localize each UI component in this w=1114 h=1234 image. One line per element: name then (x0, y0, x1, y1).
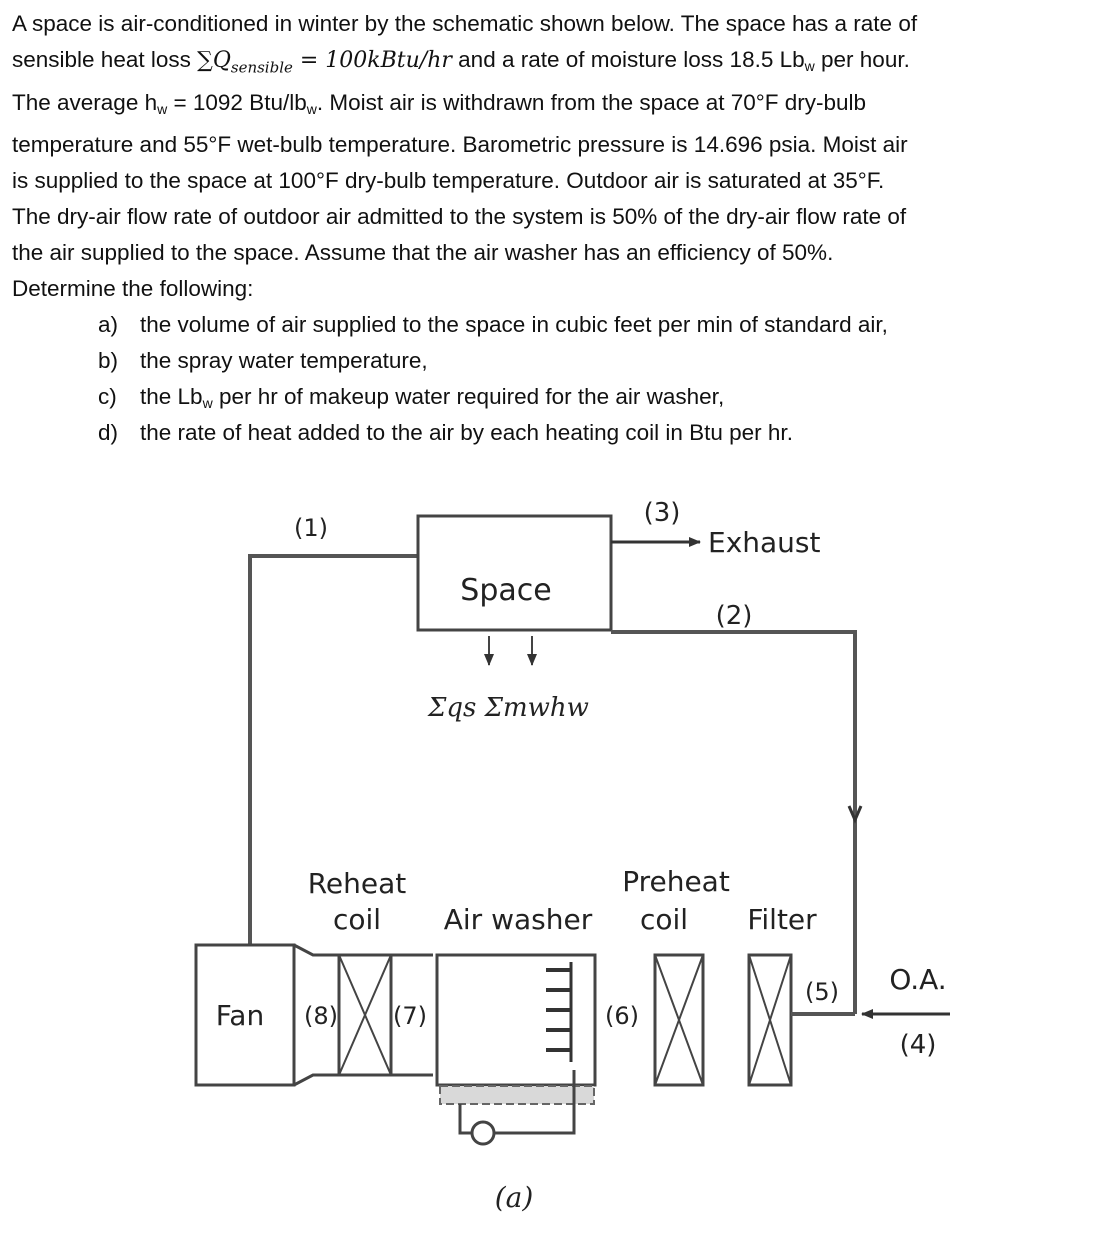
problem-line: A space is air-conditioned in winter by the schematic shown below. The space has a rate of (12, 11, 918, 36)
text-run: . Moist air is withdrawn from the space at 70°F dry-bulb (316, 90, 867, 116)
preheat-coil-cross (655, 955, 703, 1085)
question-item (98, 307, 1102, 343)
question-list (12, 307, 1102, 451)
state-5-label: (5) (805, 978, 839, 1006)
question-text: the rate of heat added to the air by each heating coil in Btu per hr. (140, 420, 793, 446)
problem-line: is supplied to the space at 100°F dry-bulb temperature. Outdoor air is saturated at 35°F. (12, 168, 885, 194)
problem-line: temperature and 55°F wet-bulb temperature. Barometric pressure is 14.696 psia. Moist air (12, 132, 908, 158)
problem-line: The dry-air flow rate of outdoor air admitted to the system is 50% of the dry-air flow rate of (12, 204, 907, 230)
subscript-w: w (306, 101, 317, 118)
problem-line: the air supplied to the space. Assume that the air washer has an efficiency of 50%. (12, 240, 834, 266)
state-4-label: (4) (899, 1030, 937, 1060)
air-washer-label: Air washer (443, 903, 593, 936)
subscript-w: w (804, 58, 815, 74)
state-7-label: (7) (393, 1002, 427, 1030)
state-6-label: (6) (605, 1002, 639, 1030)
text-run: per hour. (814, 47, 910, 72)
question-item (98, 379, 1102, 415)
question-text: the $Lb_w$ per hr of makeup water required for the air washer, (140, 384, 725, 412)
space-losses-label: Σqs Σmwhw (428, 693, 589, 723)
q-symbol: Q (212, 48, 231, 73)
text-run: and a rate of moisture loss 18.5 Lb (451, 47, 805, 72)
question-letter: d) (98, 420, 119, 446)
figure-caption: (a) (494, 1181, 534, 1214)
question-item (98, 415, 1102, 451)
state-1-label: (1) (294, 514, 328, 542)
reheat-coil-cross (339, 955, 391, 1075)
reheat-coil-label: Reheat (307, 867, 407, 900)
text-run: The average h (12, 90, 158, 116)
preheat-coil-label: Preheat (622, 865, 730, 898)
text-run: = 1092 Btu/lb (167, 90, 307, 116)
question-text: the volume of air supplied to the space in cubic feet per min of standard air, (140, 312, 888, 338)
question-item (98, 343, 1102, 379)
problem-line (12, 85, 1102, 127)
hvac-schematic (0, 470, 1114, 1230)
outdoor-air-label: O.A. (889, 963, 947, 996)
question-text: the spray water temperature, (140, 348, 428, 374)
text-run: sensible heat loss (12, 47, 198, 72)
exhaust-label: Exhaust (708, 526, 821, 559)
water-sump (440, 1086, 594, 1104)
state-3-label: (3) (643, 498, 681, 528)
formula-value: = 100kBtu/hr (292, 48, 452, 73)
problem-line: Determine the following: (12, 276, 254, 302)
pump-icon (472, 1122, 494, 1144)
preheat-coil-label: coil (639, 903, 689, 936)
subscript-w: w (157, 101, 168, 118)
state-2-label: (2) (715, 601, 753, 631)
fan-label: Fan (215, 999, 265, 1032)
question-letter: a) (98, 312, 119, 338)
state-8-label: (8) (304, 1002, 338, 1030)
subscript-w: w (202, 395, 213, 412)
question-letter: c) (98, 384, 117, 410)
space-label: Space (460, 573, 552, 608)
sensible-subscript: sensible (230, 58, 293, 77)
spray-nozzles (546, 970, 571, 1050)
question-letter: b) (98, 348, 119, 374)
sigma-symbol: ∑ (197, 48, 213, 73)
reheat-coil-label: coil (332, 903, 382, 936)
filter-cross (749, 955, 791, 1085)
problem-statement (12, 6, 1102, 451)
return-duct (611, 632, 855, 1014)
problem-line (12, 42, 1102, 85)
filter-label: Filter (747, 903, 817, 936)
sensible-heat-formula (197, 48, 452, 77)
